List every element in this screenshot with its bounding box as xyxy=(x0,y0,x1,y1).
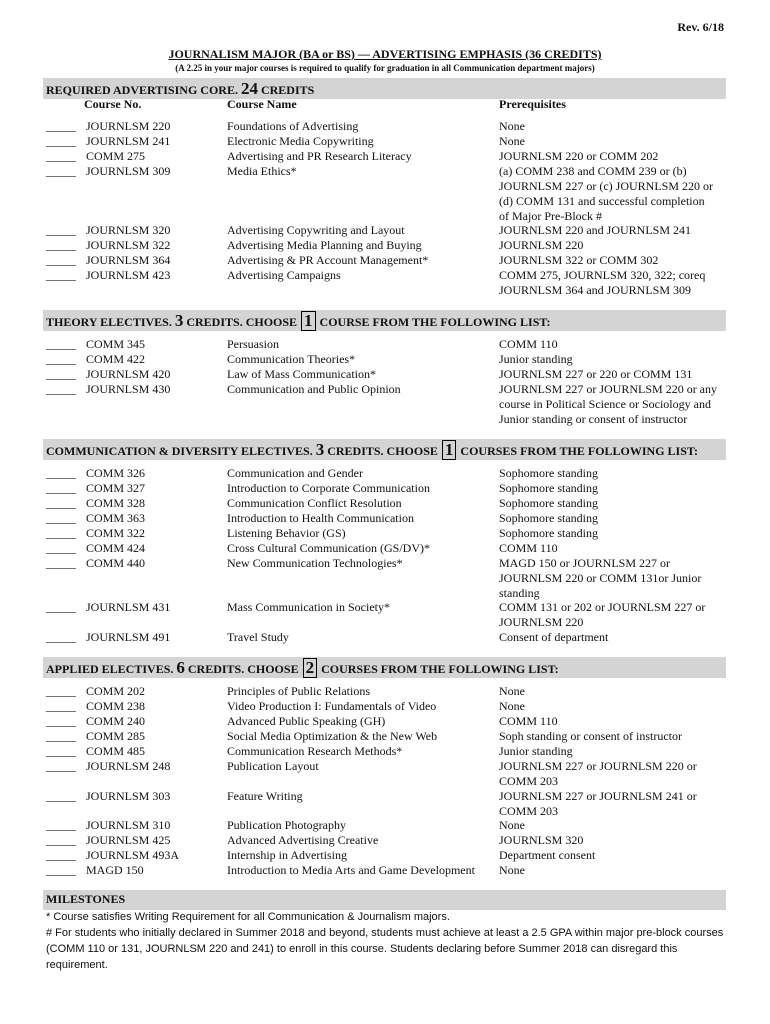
course-prerequisite: None xyxy=(499,684,525,698)
course-checkbox-line: _____ xyxy=(46,863,76,877)
course-checkbox-line: _____ xyxy=(46,367,76,381)
course-checkbox-line: _____ xyxy=(46,268,76,282)
course-prerequisite: COMM 110 xyxy=(499,541,558,555)
course-name: Principles of Public Relations xyxy=(227,684,370,698)
course-prerequisite: None xyxy=(499,699,525,713)
course-checkbox-line: _____ xyxy=(46,352,76,366)
page-subtitle: (A 2.25 in your major courses is required to qualify for graduation in all Communication department majors) xyxy=(175,63,595,73)
core-heading: REQUIRED ADVERTISING CORE. 24 CREDITS xyxy=(46,79,315,98)
course-number: JOURNLSM 322 xyxy=(86,238,171,252)
course-checkbox-line: _____ xyxy=(46,630,76,644)
col-course-name: Course Name xyxy=(227,97,297,111)
course-prerequisite: Sophomore standing xyxy=(499,526,598,540)
course-number: JOURNLSM 310 xyxy=(86,818,171,832)
course-name: Publication Layout xyxy=(227,759,319,773)
course-prerequisite: JOURNLSM 220 xyxy=(499,238,584,252)
course-number: COMM 485 xyxy=(86,744,146,758)
course-number: JOURNLSM 309 xyxy=(86,164,171,178)
course-number: COMM 322 xyxy=(86,526,146,540)
course-prerequisite: JOURNLSM 227 or JOURNLSM 220 or COMM 203 xyxy=(499,759,697,788)
course-prerequisite: COMM 131 or 202 or JOURNLSM 227 or JOURNLSM 220 xyxy=(499,600,706,629)
course-checkbox-line: _____ xyxy=(46,238,76,252)
course-prerequisite: None xyxy=(499,119,525,133)
course-name: Foundations of Advertising xyxy=(227,119,359,133)
course-prerequisite: JOURNLSM 220 and JOURNLSM 241 xyxy=(499,223,692,237)
course-name: Advertising Media Planning and Buying xyxy=(227,238,422,252)
course-prerequisite: MAGD 150 or JOURNLSM 227 or JOURNLSM 220 or COMM 131or Junior standing xyxy=(499,556,702,600)
course-number: COMM 326 xyxy=(86,466,146,480)
course-checkbox-line: _____ xyxy=(46,496,76,510)
course-checkbox-line: _____ xyxy=(46,759,76,773)
course-prerequisite: Consent of department xyxy=(499,630,609,644)
course-prerequisite: JOURNLSM 220 or COMM 202 xyxy=(499,149,659,163)
course-prerequisite: None xyxy=(499,818,525,832)
course-prerequisite: Sophomore standing xyxy=(499,496,598,510)
course-checkbox-line: _____ xyxy=(46,818,76,832)
course-number: COMM 363 xyxy=(86,511,146,525)
course-name: Listening Behavior (GS) xyxy=(227,526,346,540)
course-prerequisite: Sophomore standing xyxy=(499,511,598,525)
course-checkbox-line: _____ xyxy=(46,149,76,163)
course-name: Communication Conflict Resolution xyxy=(227,496,402,510)
course-checkbox-line: _____ xyxy=(46,223,76,237)
course-checkbox-line: _____ xyxy=(46,382,76,396)
col-prerequisites: Prerequisites xyxy=(499,97,566,111)
course-number: JOURNLSM 303 xyxy=(86,789,171,803)
revision-label: Rev. 6/18 xyxy=(677,20,724,34)
course-name: Introduction to Media Arts and Game Development xyxy=(227,863,475,877)
course-number: JOURNLSM 248 xyxy=(86,759,171,773)
course-number: COMM 440 xyxy=(86,556,146,570)
course-name: Advertising and PR Research Literacy xyxy=(227,149,412,163)
course-number: JOURNLSM 425 xyxy=(86,833,171,847)
course-prerequisite: Junior standing xyxy=(499,352,573,366)
course-name: Communication Research Methods* xyxy=(227,744,403,758)
course-number: COMM 240 xyxy=(86,714,146,728)
milestone-note-writing: * Course satisfies Writing Requirement for all Communication & Journalism majors. xyxy=(46,911,450,923)
course-name: Advertising & PR Account Management* xyxy=(227,253,429,267)
course-number: JOURNLSM 320 xyxy=(86,223,171,237)
page-title: JOURNALISM MAJOR (BA or BS) — ADVERTISING EMPHASIS (36 CREDITS) xyxy=(168,47,602,61)
course-prerequisite: COMM 110 xyxy=(499,714,558,728)
theory-heading: THEORY ELECTIVES. 3 CREDITS. CHOOSE 1 COURSE FROM THE FOLLOWING LIST: xyxy=(46,311,551,330)
course-prerequisite: Sophomore standing xyxy=(499,466,598,480)
course-name: Advertising Campaigns xyxy=(227,268,341,282)
course-checkbox-line: _____ xyxy=(46,511,76,525)
course-number: COMM 275 xyxy=(86,149,146,163)
course-name: Law of Mass Communication* xyxy=(227,367,376,381)
course-name: Mass Communication in Society* xyxy=(227,600,390,614)
course-prerequisite: COMM 275, JOURNLSM 320, 322; coreq JOURNLSM 364 and JOURNLSM 309 xyxy=(499,268,706,297)
course-name: Video Production I: Fundamentals of Video xyxy=(227,699,437,713)
course-name: Communication and Gender xyxy=(227,466,363,480)
course-name: Communication and Public Opinion xyxy=(227,382,401,396)
course-name: Publication Photography xyxy=(227,818,346,832)
course-checkbox-line: _____ xyxy=(46,729,76,743)
course-checkbox-line: _____ xyxy=(46,134,76,148)
course-checkbox-line: _____ xyxy=(46,600,76,614)
course-prerequisite: (a) COMM 238 and COMM 239 or (b) JOURNLSM 227 or (c) JOURNLSM 220 or (d) COMM 131 and successful completion of Major Pre-Block # xyxy=(499,164,714,223)
course-prerequisite: Soph standing or consent of instructor xyxy=(499,729,682,743)
course-name: Advanced Public Speaking (GH) xyxy=(227,714,386,728)
milestone-note-gpa: # For students who initially declared in Summer 2018 and beyond, students must achieve at least a 2.5 GPA within major pre-block courses (COMM 110 or 131, JOURNLSM 220 and 241) to enroll in this course. Students declaring before Summer 2018 can disregard this requirement. xyxy=(46,927,724,971)
course-name: Introduction to Health Communication xyxy=(227,511,414,525)
course-checkbox-line: _____ xyxy=(46,833,76,847)
course-name: Media Ethics* xyxy=(227,164,297,178)
course-checkbox-line: _____ xyxy=(46,119,76,133)
course-number: COMM 328 xyxy=(86,496,146,510)
course-number: JOURNLSM 364 xyxy=(86,253,171,267)
course-number: JOURNLSM 420 xyxy=(86,367,171,381)
course-number: COMM 422 xyxy=(86,352,146,366)
course-number: JOURNLSM 431 xyxy=(86,600,171,614)
course-checkbox-line: _____ xyxy=(46,714,76,728)
course-number: JOURNLSM 491 xyxy=(86,630,171,644)
course-number: COMM 345 xyxy=(86,337,146,351)
course-number: JOURNLSM 493A xyxy=(86,848,180,862)
course-number: MAGD 150 xyxy=(86,863,144,877)
course-name: Advertising Copywriting and Layout xyxy=(227,223,405,237)
course-number: COMM 285 xyxy=(86,729,146,743)
course-prerequisite: None xyxy=(499,863,525,877)
course-prerequisite: JOURNLSM 227 or JOURNLSM 220 or any course in Political Science or Sociology and Junior standing or consent of instructor xyxy=(499,382,718,426)
course-name: Social Media Optimization & the New Web xyxy=(227,729,438,743)
applied-heading: APPLIED ELECTIVES. 6 CREDITS. CHOOSE 2 COURSES FROM THE FOLLOWING LIST: xyxy=(46,658,559,677)
course-prerequisite: Department consent xyxy=(499,848,596,862)
course-checkbox-line: _____ xyxy=(46,481,76,495)
course-checkbox-line: _____ xyxy=(46,526,76,540)
course-number: JOURNLSM 220 xyxy=(86,119,171,133)
course-prerequisite: JOURNLSM 227 or JOURNLSM 241 or COMM 203 xyxy=(499,789,697,818)
course-checkbox-line: _____ xyxy=(46,164,76,178)
course-number: JOURNLSM 430 xyxy=(86,382,171,396)
course-prerequisite: Junior standing xyxy=(499,744,573,758)
course-number: COMM 202 xyxy=(86,684,146,698)
course-prerequisite: JOURNLSM 320 xyxy=(499,833,584,847)
course-name: Communication Theories* xyxy=(227,352,356,366)
course-name: Feature Writing xyxy=(227,789,303,803)
milestones-band xyxy=(43,890,726,910)
course-checkbox-line: _____ xyxy=(46,337,76,351)
course-checkbox-line: _____ xyxy=(46,848,76,862)
course-number: JOURNLSM 241 xyxy=(86,134,171,148)
course-number: COMM 327 xyxy=(86,481,146,495)
course-number: COMM 238 xyxy=(86,699,146,713)
course-number: COMM 424 xyxy=(86,541,146,555)
course-prerequisite: None xyxy=(499,134,525,148)
course-prerequisite: Sophomore standing xyxy=(499,481,598,495)
course-name: Introduction to Corporate Communication xyxy=(227,481,430,495)
diversity-heading: COMMUNICATION & DIVERSITY ELECTIVES. 3 CREDITS. CHOOSE 1 COURSES FROM THE FOLLOWING LIST: xyxy=(46,440,699,459)
course-name: New Communication Technologies* xyxy=(227,556,403,570)
course-checkbox-line: _____ xyxy=(46,556,76,570)
col-course-no: Course No. xyxy=(84,97,142,111)
course-prerequisite: COMM 110 xyxy=(499,337,558,351)
course-name: Internship in Advertising xyxy=(227,848,347,862)
course-checkbox-line: _____ xyxy=(46,684,76,698)
course-name: Travel Study xyxy=(227,630,289,644)
course-name: Advanced Advertising Creative xyxy=(227,833,379,847)
course-name: Electronic Media Copywriting xyxy=(227,134,374,148)
course-number: JOURNLSM 423 xyxy=(86,268,171,282)
course-checkbox-line: _____ xyxy=(46,253,76,267)
course-prerequisite: JOURNLSM 322 or COMM 302 xyxy=(499,253,659,267)
course-checkbox-line: _____ xyxy=(46,466,76,480)
course-prerequisite: JOURNLSM 227 or 220 or COMM 131 xyxy=(499,367,693,381)
milestones-heading: MILESTONES xyxy=(46,892,126,906)
course-checkbox-line: _____ xyxy=(46,744,76,758)
course-checkbox-line: _____ xyxy=(46,789,76,803)
course-checkbox-line: _____ xyxy=(46,699,76,713)
course-name: Persuasion xyxy=(227,337,279,351)
course-checkbox-line: _____ xyxy=(46,541,76,555)
course-name: Cross Cultural Communication (GS/DV)* xyxy=(227,541,430,555)
